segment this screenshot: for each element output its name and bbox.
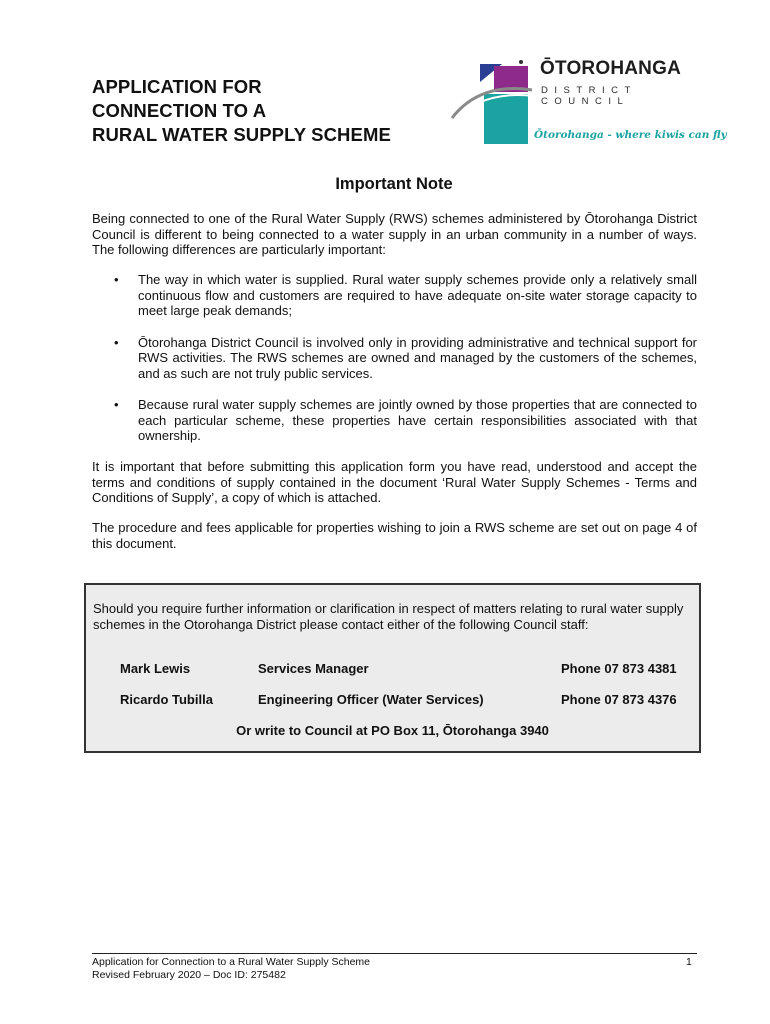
intro-paragraph: Being connected to one of the Rural Water Supply (RWS) schemes administered by Ōtorohanga District Council is different to being connected to a water supply in an urban community in a number of ways. The following differences are particularly important: [92, 211, 697, 257]
staff-name: Ricardo Tubilla [120, 692, 213, 707]
title-line-2: CONNECTION TO A [92, 100, 267, 121]
staff-row [86, 692, 699, 710]
page-number: 1 [686, 956, 692, 968]
council-logo [450, 56, 727, 152]
document-title [92, 75, 452, 147]
list-item [92, 272, 697, 319]
council-logo-name: ŌTOROHANGA [540, 58, 681, 79]
bullet-icon: • [114, 397, 119, 412]
staff-role: Services Manager [258, 661, 369, 676]
bullet-icon: • [114, 334, 119, 350]
section-heading: Important Note [335, 175, 453, 193]
list-item [92, 335, 697, 382]
staff-phone: Phone 07 873 4376 [561, 692, 677, 707]
contact-box [84, 583, 701, 753]
footer-info [92, 956, 370, 982]
staff-row [86, 661, 699, 679]
contact-intro: Should you require further information or clarification in respect of matters relating to rural water supply schemes in the Otorohanga District please contact either of the following Council staff: [93, 601, 684, 632]
staff-role: Engineering Officer (Water Services) [258, 692, 484, 707]
contact-address: Or write to Council at PO Box 11, Ōtorohanga 3940 [236, 723, 549, 738]
list-item-text: Because rural water supply schemes are jointly owned by those properties that are connected to each particular scheme, these properties have certain responsibilities associated with that ownership. [138, 397, 697, 443]
list-item-text: Ōtorohanga District Council is involved only in providing administrative and technical support for RWS activities. The RWS schemes are owned and managed by the customers of the schemes, and as such are not truly public services. [138, 334, 697, 381]
staff-name: Mark Lewis [120, 661, 191, 676]
title-line-3: RURAL WATER SUPPLY SCHEME [92, 124, 391, 145]
list-item-text: The way in which water is supplied. Rural water supply schemes provide only a relatively small continuous flow and customers are required to have adequate on-site water storage capacity to meet large peak demands; [138, 272, 697, 318]
council-logo-subtitle: DISTRICT COUNCIL [541, 85, 637, 107]
title-line-1: APPLICATION FOR [92, 76, 262, 97]
bullet-icon: • [114, 272, 119, 287]
council-logo-tagline: Ōtorohanga - where kiwis can fly [534, 129, 727, 141]
council-logo-mark-icon [450, 56, 542, 146]
footer-divider [92, 953, 697, 954]
differences-list [92, 272, 697, 460]
fees-paragraph: The procedure and fees applicable for properties wishing to join a RWS scheme are set out on page 4 of this document. [92, 520, 697, 551]
staff-phone: Phone 07 873 4381 [561, 661, 677, 676]
footer-revision: Revised February 2020 – Doc ID: 275482 [92, 969, 286, 981]
footer-doc-title: Application for Connection to a Rural Water Supply Scheme [92, 956, 371, 968]
terms-paragraph: It is important that before submitting this application form you have read, understood and accept the terms and conditions of supply contained in the document ‘Rural Water Supply Schemes - Terms and Conditions of Supply’, a copy of which is attached. [92, 459, 697, 505]
list-item [92, 397, 697, 444]
